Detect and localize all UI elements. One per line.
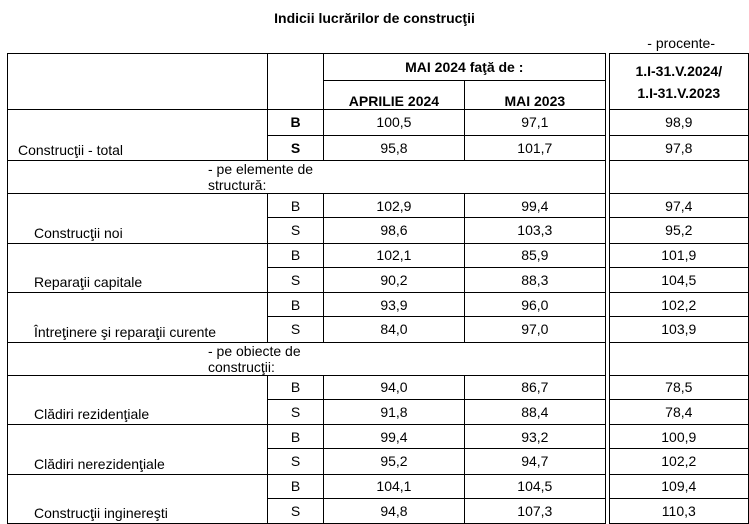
row-type: S bbox=[268, 267, 324, 293]
row-type: S bbox=[268, 218, 324, 244]
table-row bbox=[8, 425, 749, 449]
table-row bbox=[8, 267, 749, 293]
value-cell: 102,9 bbox=[323, 194, 464, 218]
row-label: Construcţii inginereşti bbox=[8, 498, 268, 524]
value-cell: 97,4 bbox=[609, 194, 748, 218]
row-type: S bbox=[268, 449, 324, 475]
value-cell: 103,3 bbox=[464, 218, 605, 244]
table-row bbox=[8, 399, 749, 425]
row-label: Construcţii - total bbox=[8, 135, 268, 161]
value-cell: 107,3 bbox=[464, 498, 605, 524]
value-cell: 110,3 bbox=[609, 498, 748, 524]
row-type: B bbox=[268, 110, 324, 136]
value-cell: 95,8 bbox=[323, 135, 464, 161]
value-cell: 95,2 bbox=[609, 218, 748, 244]
value-cell: 84,0 bbox=[323, 317, 464, 343]
value-cell: 104,5 bbox=[464, 474, 605, 498]
value-cell: 101,7 bbox=[464, 135, 605, 161]
table-row bbox=[8, 243, 749, 267]
table-row bbox=[8, 474, 749, 498]
row-label: Reparaţii capitale bbox=[8, 267, 268, 293]
value-cell: 96,0 bbox=[464, 293, 605, 317]
table-row bbox=[8, 375, 749, 399]
header-empty-cell bbox=[268, 54, 324, 110]
value-cell: 99,4 bbox=[464, 194, 605, 218]
value-cell: 102,2 bbox=[609, 449, 748, 475]
section-row bbox=[8, 342, 749, 375]
value-cell: 98,9 bbox=[609, 110, 748, 136]
value-cell: 97,0 bbox=[464, 317, 605, 343]
table-row bbox=[8, 449, 749, 475]
table-row bbox=[8, 218, 749, 244]
row-label: Construcţii noi bbox=[8, 218, 268, 244]
table-row bbox=[8, 317, 749, 343]
row-type: S bbox=[268, 317, 324, 343]
header-empty-cell bbox=[8, 54, 268, 110]
table-row bbox=[8, 110, 749, 136]
row-type: B bbox=[268, 375, 324, 399]
value-cell: 94,8 bbox=[323, 498, 464, 524]
unit-label: - procente- bbox=[647, 35, 715, 51]
row-label: Clădiri nerezidenţiale bbox=[8, 449, 268, 475]
row-type: S bbox=[268, 498, 324, 524]
header-row-1 bbox=[8, 54, 749, 81]
value-cell: 100,5 bbox=[323, 110, 464, 136]
section-row bbox=[8, 161, 749, 194]
row-type: B bbox=[268, 293, 324, 317]
value-cell: 102,2 bbox=[609, 293, 748, 317]
row-label: Clădiri rezidenţiale bbox=[8, 399, 268, 425]
header-col-mai: MAI 2023 bbox=[464, 81, 605, 110]
value-cell: 78,4 bbox=[609, 399, 748, 425]
header-cumulative-line1: 1.I-31.V.2024/ bbox=[635, 62, 723, 79]
value-cell: 104,5 bbox=[609, 267, 748, 293]
header-cumulative-line2: 1.I-31.V.2023 bbox=[637, 84, 721, 101]
value-cell: 102,1 bbox=[323, 243, 464, 267]
table-title: Indicii lucrărilor de construcţii bbox=[274, 10, 475, 26]
value-cell: 99,4 bbox=[323, 425, 464, 449]
value-cell: 94,0 bbox=[323, 375, 464, 399]
header-col-aprilie: APRILIE 2024 bbox=[323, 81, 464, 110]
table-row bbox=[8, 135, 749, 161]
value-cell: 94,7 bbox=[464, 449, 605, 475]
row-type: B bbox=[268, 474, 324, 498]
row-type: B bbox=[268, 194, 324, 218]
row-type: B bbox=[268, 243, 324, 267]
table-row bbox=[8, 293, 749, 317]
value-cell: 97,8 bbox=[609, 135, 748, 161]
value-cell: 78,5 bbox=[609, 375, 748, 399]
value-cell: 85,9 bbox=[464, 243, 605, 267]
value-cell: 104,1 bbox=[323, 474, 464, 498]
value-cell: 103,9 bbox=[609, 317, 748, 343]
value-cell: 93,9 bbox=[323, 293, 464, 317]
value-cell: 98,6 bbox=[323, 218, 464, 244]
row-type: B bbox=[268, 425, 324, 449]
value-cell: 88,4 bbox=[464, 399, 605, 425]
indices-table bbox=[7, 53, 749, 524]
value-cell: 100,9 bbox=[609, 425, 748, 449]
value-cell: 91,8 bbox=[323, 399, 464, 425]
value-cell: 95,2 bbox=[323, 449, 464, 475]
value-cell: 101,9 bbox=[609, 243, 748, 267]
value-cell: 88,3 bbox=[464, 267, 605, 293]
value-cell: 90,2 bbox=[323, 267, 464, 293]
table-row bbox=[8, 498, 749, 524]
value-cell: 97,1 bbox=[464, 110, 605, 136]
table-row bbox=[8, 194, 749, 218]
row-label bbox=[8, 110, 268, 136]
header-group: MAI 2024 faţă de : bbox=[323, 54, 605, 81]
row-type: S bbox=[268, 399, 324, 425]
value-cell: 93,2 bbox=[464, 425, 605, 449]
row-label: Întreţinere şi reparaţii curente bbox=[8, 317, 268, 343]
section-label: - pe obiecte de construcţii: bbox=[8, 342, 324, 375]
row-type: S bbox=[268, 135, 324, 161]
section-label: - pe elemente de structură: bbox=[8, 161, 324, 194]
header-cumulative bbox=[609, 54, 748, 110]
value-cell: 109,4 bbox=[609, 474, 748, 498]
value-cell: 86,7 bbox=[464, 375, 605, 399]
